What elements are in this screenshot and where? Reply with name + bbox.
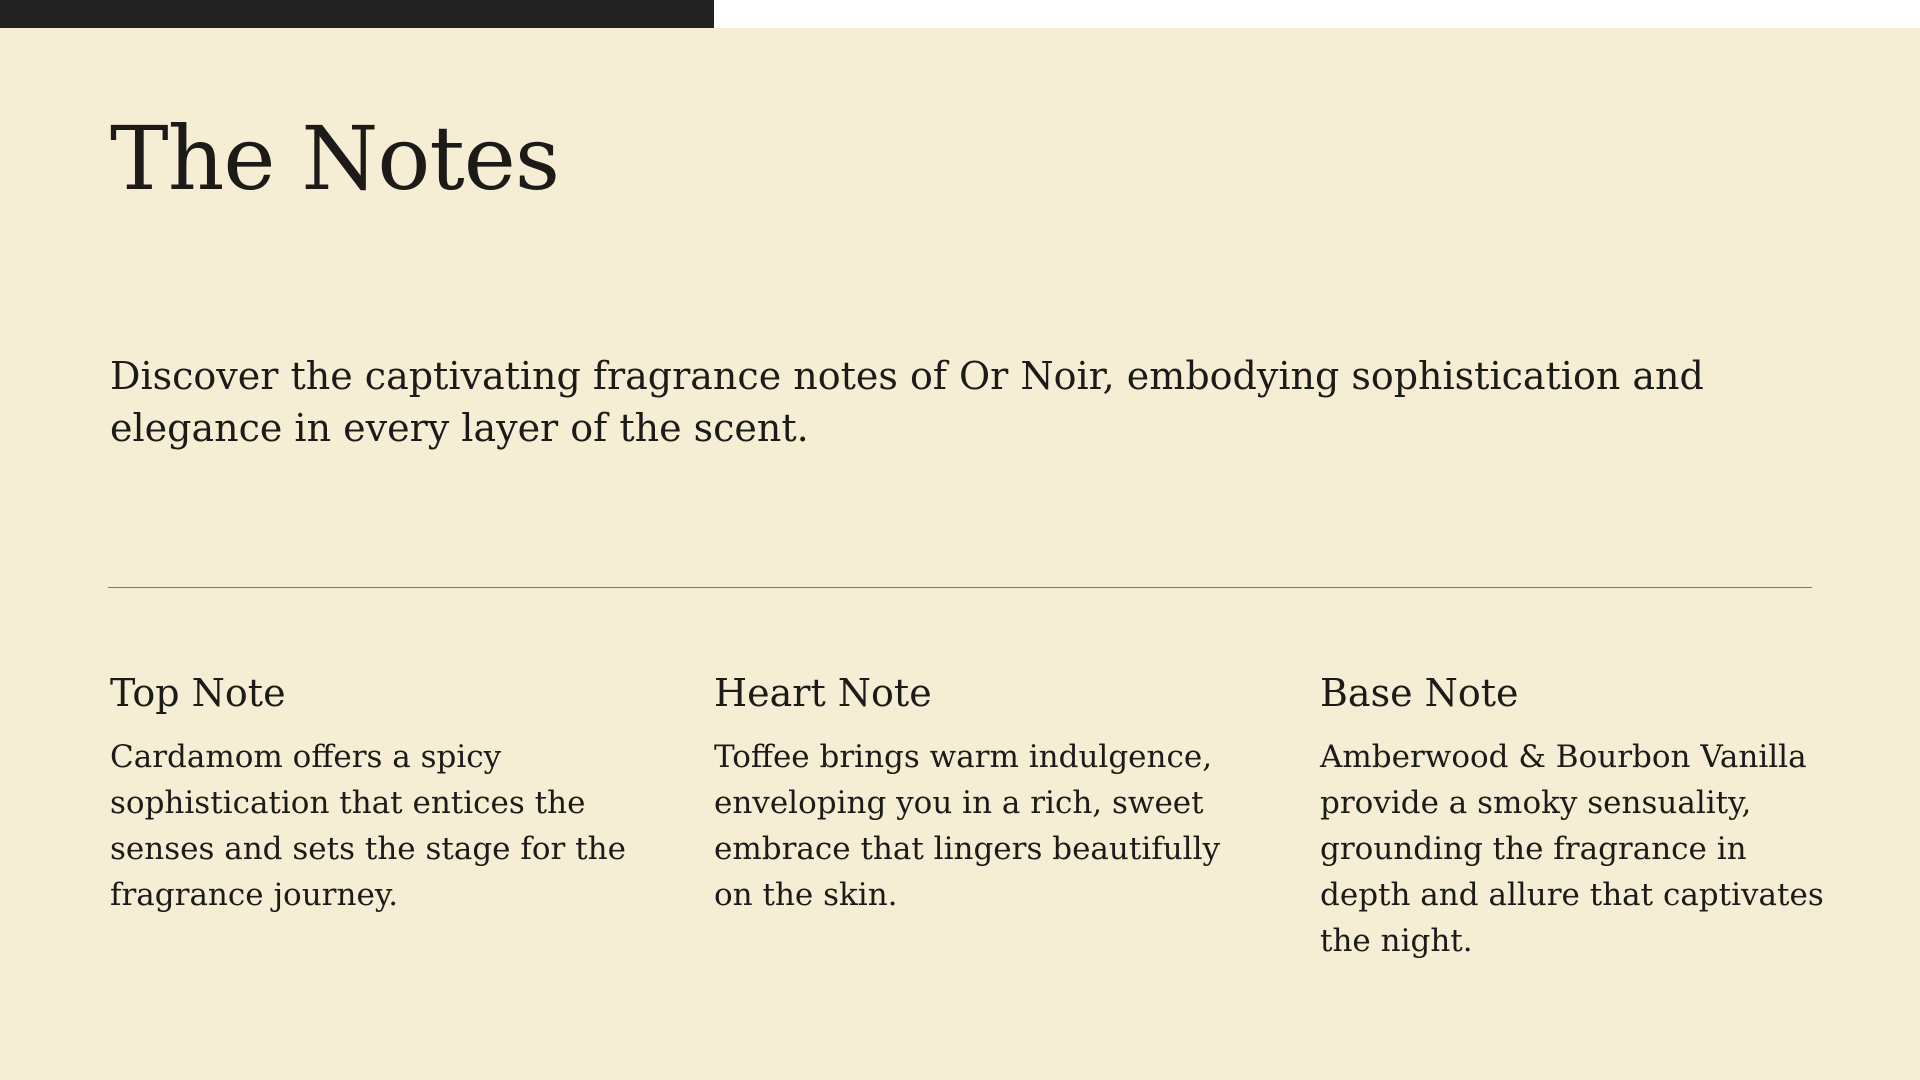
slide-title: The Notes [110, 107, 560, 210]
note-description: Amberwood & Bourbon Vanilla provide a smoky sensuality, grounding the fragrance in depth and allure that captivates the night. [1320, 739, 1824, 959]
note-description: Toffee brings warm indulgence, enveloping you in a rich, sweet embrace that lingers beautifully on the skin. [714, 739, 1221, 913]
note-description: Cardamom offers a spicy sophistication that entices the senses and sets the stage for the fragrance journey. [110, 739, 626, 913]
note-title: Heart Note [714, 671, 932, 715]
section-divider [108, 587, 1812, 588]
note-column-top [110, 664, 630, 918]
note-column-base [1320, 664, 1840, 964]
note-title: Top Note [110, 671, 286, 715]
intro-paragraph: Discover the captivating fragrance notes of Or Noir, embodying sophistication and elegance in every layer of the scent. [110, 354, 1704, 450]
accent-bar [0, 0, 714, 28]
note-title: Base Note [1320, 671, 1519, 715]
note-column-heart [714, 664, 1234, 918]
